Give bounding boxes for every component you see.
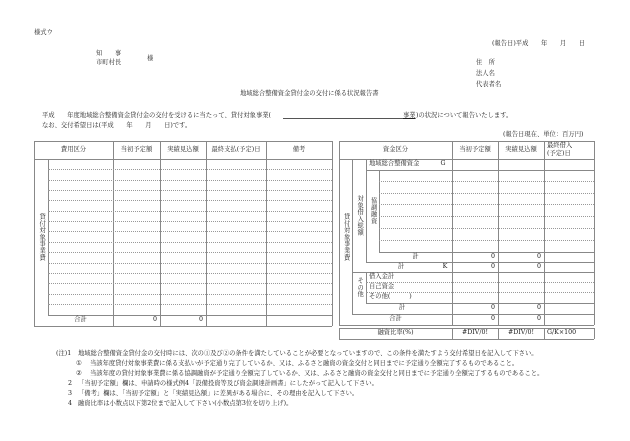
note-3-text: 「備考」欄は、「当初予定額」と「実績見込額」に差異がある場合に、その理由を記入して下さい。 — [78, 390, 359, 397]
other-row-borrowings: 借入金計 — [369, 272, 395, 280]
address-label: 住 所 — [476, 59, 495, 66]
addressee-mayor: 市町村長 — [96, 59, 122, 66]
note-4-number: 4 — [68, 400, 73, 407]
ratio-forecast: #DIV/0! — [507, 329, 535, 337]
note-2-text: 「当初予定額」欄は、申請時の様式例4「設備投資等及び資金調達計画書」にしたがって記入して下さい。 — [78, 380, 378, 387]
form-label: 様式ウ — [34, 29, 53, 36]
header-expense-category: 費用区分 — [60, 145, 87, 153]
group-label-other: その他 — [356, 277, 364, 298]
left-total-label: 合計 — [74, 316, 87, 324]
grand-total-forecast: 0 — [536, 315, 541, 323]
ratio-label: 融資比率(%) — [377, 329, 414, 337]
borrow-subtotal-forecast: 0 — [536, 262, 541, 270]
ratio-formula: G/K×100 — [547, 329, 577, 337]
other-row-own-funds: 自己資金 — [369, 282, 395, 290]
group-label-target-borrowing-total: 対象借入総額 — [356, 195, 364, 236]
note-1a-text: 当該年度貸付対象事業費に係る支払いが予定通り完了しているか、又は、ふるさと融資の資金交付と同日までに予定通り全額完了するものであること。 — [90, 360, 519, 367]
body-line1-prefix: 平成 年度地域総合整備資金貸付金の交付を受けるに当たって、貸付対象事業( — [42, 112, 272, 119]
body-line1-project: 事業 — [403, 112, 416, 119]
header-initial-amount: 当初予定額 — [459, 145, 491, 153]
header-forecast-amount: 実績見込額 — [505, 145, 537, 153]
note-3-number: 3 — [68, 390, 73, 397]
other-subtotal-label: 計 — [398, 304, 406, 312]
note-1b-text: 当該年度の貸付対象事業費に係る協調融資が予定通り全額完了しているか、又は、ふるさと融資の資金交付と同日までに予定通り全額完了するものであること。 — [90, 370, 544, 377]
header-forecast-amount: 実績見込額 — [167, 145, 199, 153]
regional-fund-code: G — [440, 160, 446, 168]
borrow-subtotal-initial: 0 — [490, 262, 495, 270]
grand-total-initial: 0 — [490, 315, 495, 323]
group-label-loan-project-cost: 貸付対象事業費 — [38, 213, 46, 261]
coop-subtotal-initial: 0 — [490, 252, 495, 260]
header-final-borrow-line2: (予定)日 — [547, 150, 571, 157]
project-name-blank[interactable] — [283, 112, 403, 119]
grand-total-label: 合計 — [389, 315, 402, 323]
coop-subtotal-forecast: 0 — [536, 252, 541, 260]
group-label-loan-project-cost: 貸付対象事業費 — [342, 212, 350, 261]
header-initial-amount: 当初予定額 — [120, 145, 153, 153]
note-1-text: 地域総合整備資金貸付金の交付時には、次の①及び②の条件を満たしていることが必要となっていますので、この条件を満たすよう交付希望日を記入して下さい。 — [78, 350, 538, 357]
borrow-subtotal-code: K — [442, 262, 448, 270]
header-final-borrow-line1: 最終借入 — [547, 142, 573, 149]
other-row-misc: その他( ) — [369, 293, 412, 301]
borrow-subtotal-label: 計 — [397, 262, 405, 270]
addressee-governor: 知 事 — [96, 50, 122, 57]
body-line2: なお、交付希望日は(平成 年 月 日)です。 — [42, 122, 192, 129]
regional-fund-label: 地域総合整備資金 — [369, 160, 420, 168]
note-1-number: (注)1 — [56, 350, 72, 357]
note-4-text: 融資比率は小数点以下第2位まで記入して下さい(小数点第3位を切り上げ)。 — [78, 400, 293, 407]
ratio-initial: #DIV/0! — [461, 329, 489, 337]
document-title: 地域総合整備資金貸付金の交付に係る状況報告書 — [240, 90, 379, 97]
note-1b-number: ② — [76, 370, 82, 377]
group-label-cooperative-financing: 協調融資 — [369, 197, 377, 225]
note-1a-number: ① — [76, 360, 82, 367]
unit-note: (報告日現在、単位：百万円) — [503, 131, 584, 138]
header-fund-category: 資金区分 — [382, 145, 409, 153]
other-subtotal-forecast: 0 — [536, 304, 541, 312]
honorific: 様 — [147, 55, 154, 62]
body-line1-suffix: )の状況について報告いたします。 — [416, 112, 513, 119]
other-subtotal-initial: 0 — [490, 304, 495, 312]
representative-label: 代表者名 — [476, 81, 502, 88]
header-remarks: 備考 — [292, 145, 306, 153]
report-date: (報告日)平成 年 月 日 — [492, 40, 586, 47]
coop-subtotal-label: 計 — [412, 252, 419, 260]
note-2-number: 2 — [68, 380, 73, 387]
left-total-initial: 0 — [152, 316, 157, 324]
corporation-name-label: 法人名 — [476, 70, 495, 77]
left-total-forecast: 0 — [198, 316, 203, 324]
header-final-payment-date: 最終支払(予定)日 — [211, 145, 261, 153]
